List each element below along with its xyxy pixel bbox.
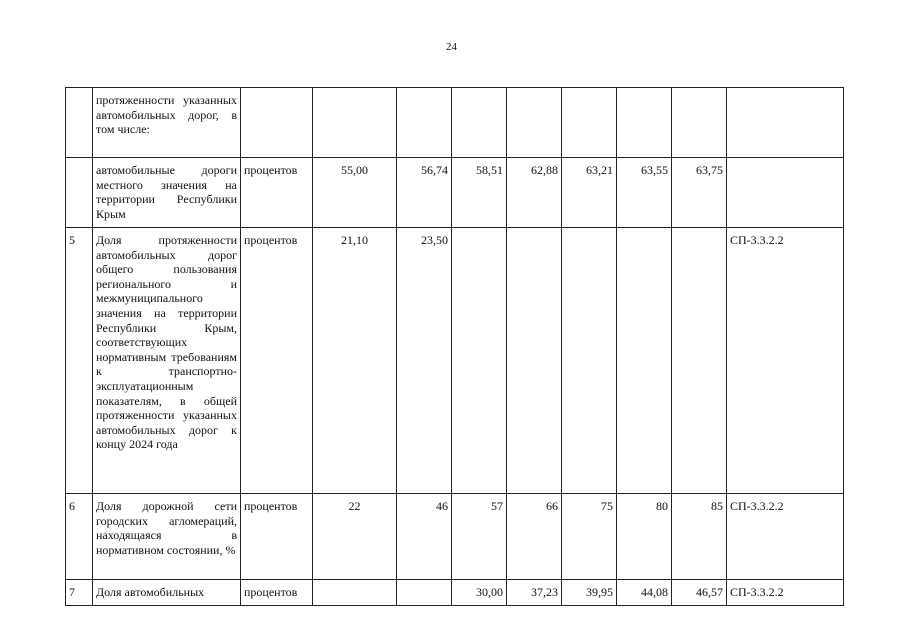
value-cell: 55,00 [313,158,397,228]
table-row [66,158,844,228]
value-cell: 80 [617,494,672,580]
value-cell [397,580,452,606]
reference-cell [727,88,844,158]
value-cell: 37,23 [507,580,562,606]
value-cell: 39,95 [562,580,617,606]
value-cell: 46 [397,494,452,580]
unit-cell: процентов [241,228,313,494]
value-cell: 66 [507,494,562,580]
reference-cell: СП-3.3.2.2 [727,580,844,606]
indicator-name: Доля протяженности автомобильных дорог общего пользования регионального и межмуниципального значения на территории Республики Крым, соответствующих нормативным требованиям к транспортно-эксплуатационным показателям, в общей протяженности указанных автомобильных дорог к концу 2024 года [93,228,241,494]
value-cell [313,580,397,606]
value-cell [617,228,672,494]
indicators-table [65,87,844,606]
row-number [66,158,93,228]
value-cell [313,88,397,158]
value-cell: 46,57 [672,580,727,606]
unit-cell: процентов [241,580,313,606]
indicator-name: автомобильные дороги местного значения на территории Республики Крым [93,158,241,228]
value-cell [452,88,507,158]
value-cell: 62,88 [507,158,562,228]
value-cell [617,88,672,158]
value-cell [562,228,617,494]
value-cell: 75 [562,494,617,580]
value-cell: 23,50 [397,228,452,494]
row-number: 5 [66,228,93,494]
unit-cell: процентов [241,158,313,228]
value-cell: 58,51 [452,158,507,228]
indicator-name: протяженности указанных автомобильных дорог, в том числе: [93,88,241,158]
value-cell: 44,08 [617,580,672,606]
table-row [66,580,844,606]
value-cell: 57 [452,494,507,580]
value-cell: 85 [672,494,727,580]
row-number [66,88,93,158]
value-cell: 56,74 [397,158,452,228]
row-number: 7 [66,580,93,606]
value-cell: 63,21 [562,158,617,228]
page-number: 24 [446,41,457,53]
value-cell [452,228,507,494]
reference-cell: СП-3.3.2.2 [727,494,844,580]
value-cell: 22 [313,494,397,580]
value-cell [672,88,727,158]
unit-cell: процентов [241,494,313,580]
value-cell: 63,55 [617,158,672,228]
unit-cell [241,88,313,158]
reference-cell: СП-3.3.2.2 [727,228,844,494]
row-number: 6 [66,494,93,580]
table-row [66,494,844,580]
indicator-name: Доля автомобильных [93,580,241,606]
reference-cell [727,158,844,228]
value-cell: 63,75 [672,158,727,228]
value-cell [397,88,452,158]
value-cell [562,88,617,158]
value-cell [672,228,727,494]
value-cell [507,228,562,494]
value-cell: 30,00 [452,580,507,606]
value-cell: 21,10 [313,228,397,494]
value-cell [507,88,562,158]
indicator-name: Доля дорожной сети городских агломераций, находящаяся в нормативном состоянии, % [93,494,241,580]
table-row [66,228,844,494]
table-row [66,88,844,158]
